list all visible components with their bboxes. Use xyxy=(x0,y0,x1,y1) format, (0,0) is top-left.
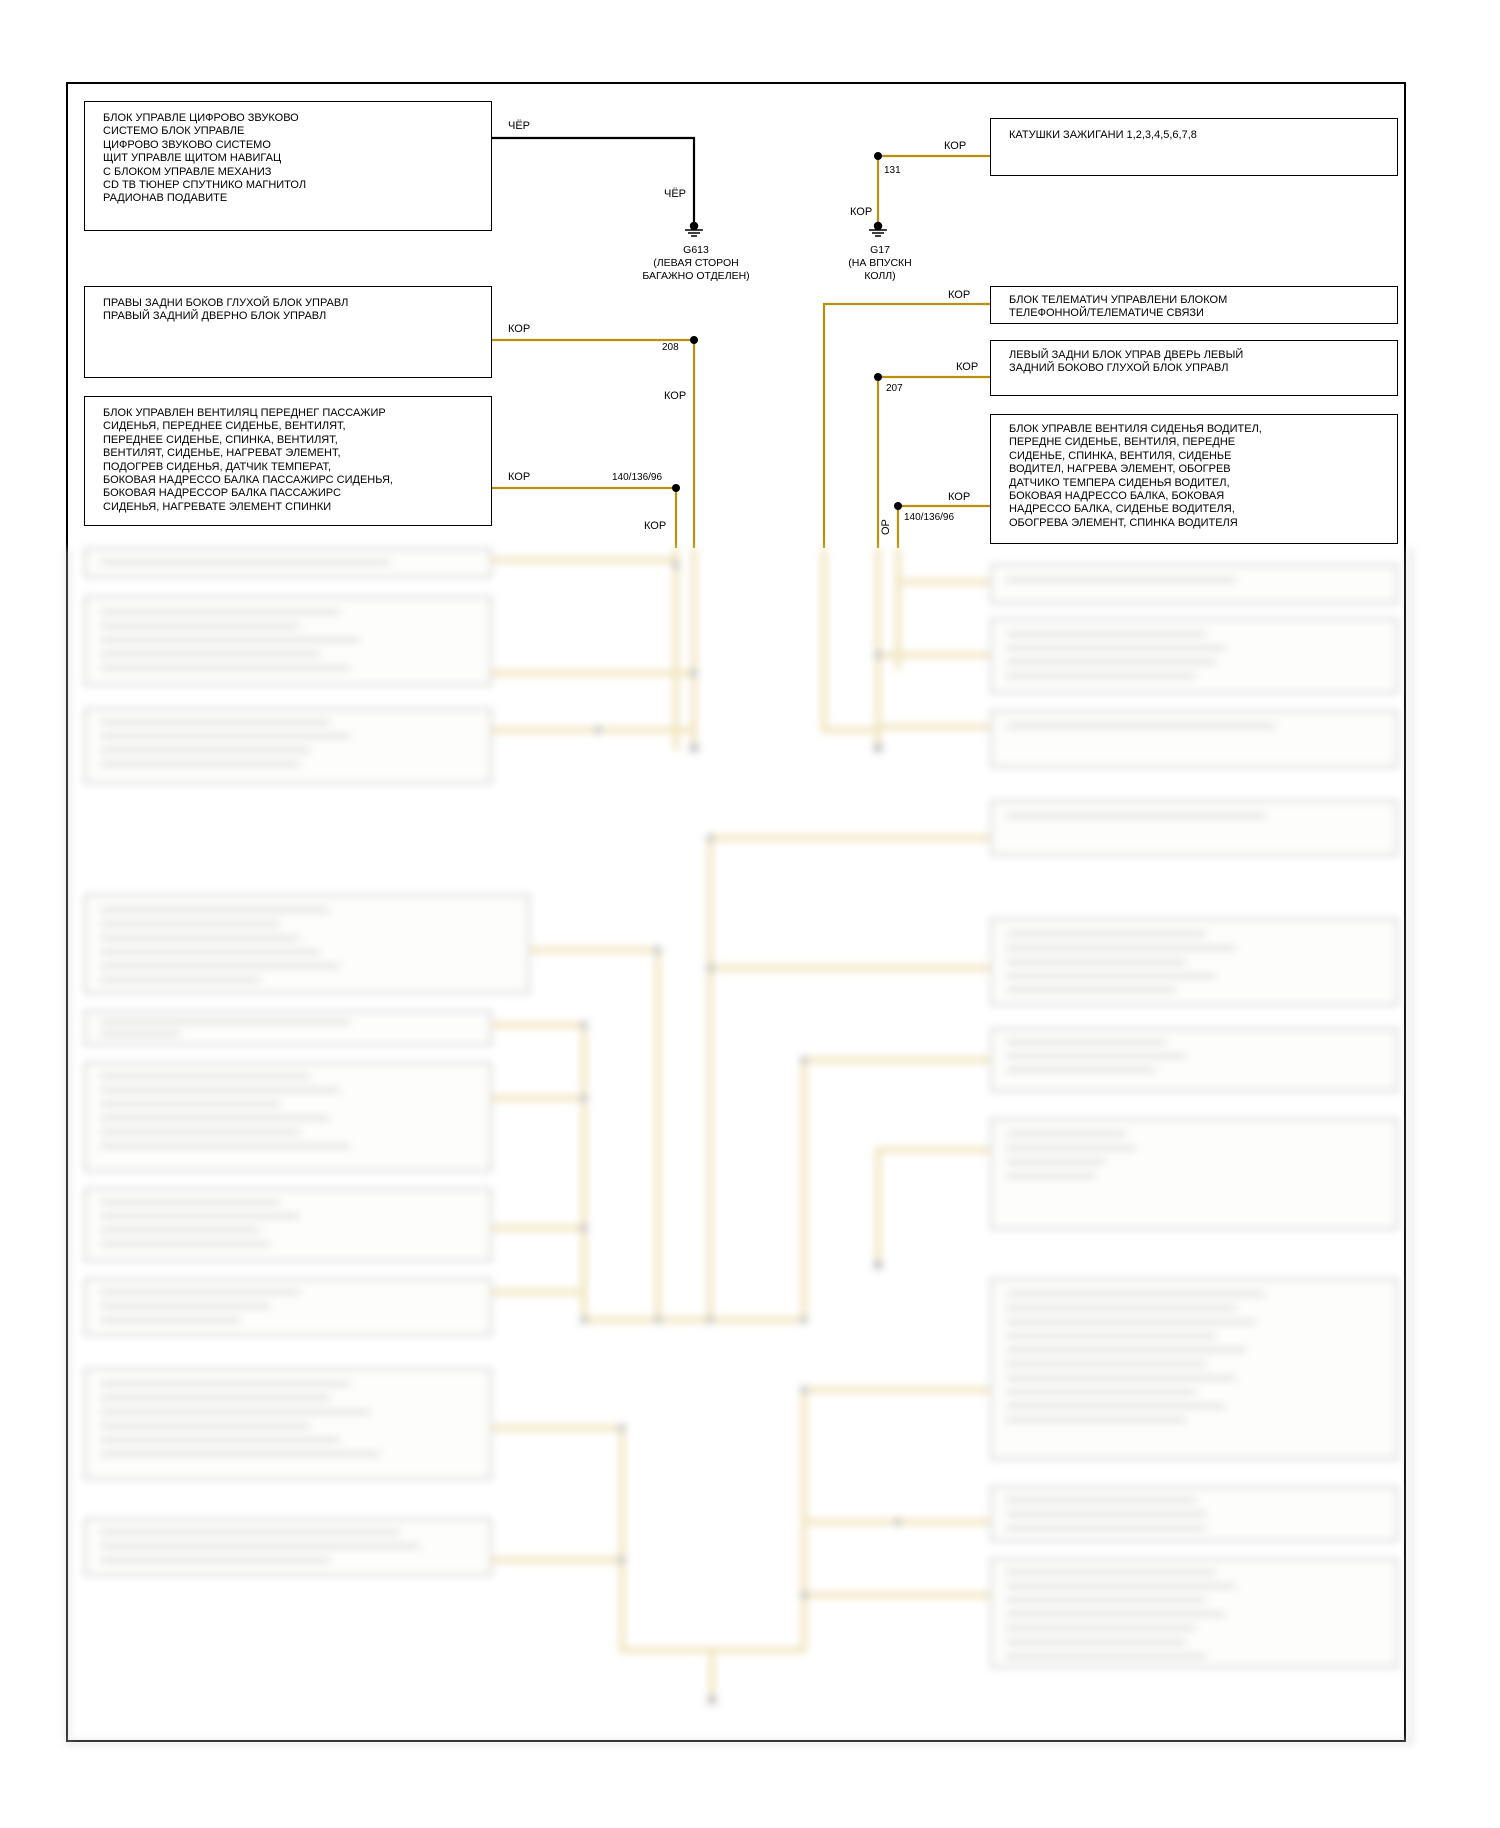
ground-g17-icon xyxy=(869,223,887,237)
ground-g613-label: G613 (ЛЕВАЯ СТОРОН БАГАЖНО ОТДЕЛЕН) xyxy=(642,244,750,282)
rear-left-door-unit-box: ЛЕВЫЙ ЗАДНИ БЛОК УПРАВ ДВЕРЬ ЛЕВЫЙ ЗАДНИЙ БОКОВО ГЛУХОЙ БЛОК УПРАВЛ xyxy=(990,340,1398,396)
wire-label-black-drop: ЧЁР xyxy=(664,188,687,200)
wire-label-brown-vertical-2: КОР xyxy=(644,520,667,532)
wire-label-brown-passenger: КОР xyxy=(508,471,531,483)
wire-label-brown-vertical-1: КОР xyxy=(664,390,687,402)
wire-label-or-rotated: ОР xyxy=(880,519,892,535)
wire-brown-rear-right xyxy=(492,340,694,548)
splice-dot-131 xyxy=(874,152,882,160)
splice-140-passenger: 140/136/96 xyxy=(612,472,663,483)
telematics-unit-box: БЛОК ТЕЛЕМАТИЧ УПРАВЛЕНИ БЛОКОМ ТЕЛЕФОННОЙ/ТЕЛЕМАТИЧЕ СВЯЗИ xyxy=(990,286,1398,324)
wire-label-brown-g17: КОР xyxy=(850,206,873,218)
wire-black-audio-to-g613 xyxy=(492,138,694,222)
passenger-seat-unit-box: БЛОК УПРАВЛЕН ВЕНТИЛЯЦ ПЕРЕДНЕГ ПАССАЖИР СИДЕНЬЯ, ПЕРЕДНЕЕ СИДЕНЬЕ, ВЕНТИЛЯТ, ПЕРЕДНЕЕ СИДЕНЬЕ, СПИНКА, ВЕНТИЛЯТ, ВЕНТИЛЯТ, СИДЕНЬЕ, НАГРЕВАТ ЭЛЕМЕНТ, ПОДОГРЕВ СИДЕНЬЯ, ДАТЧИК ТЕМПЕРАТ, БОКОВАЯ НАДРЕССО БАЛКА ПАССАЖИРС СИДЕНЬЯ, БОКОВАЯ НАДРЕССОР БАЛКА ПАССАЖИРС СИДЕНЬЯ, НАГРЕВАТЕ ЭЛЕМЕНТ СПИНКИ xyxy=(84,396,492,526)
splice-140-driver: 140/136/96 xyxy=(904,512,955,523)
ground-g613-icon xyxy=(685,223,703,237)
wire-label-black-top: ЧЁР xyxy=(508,120,531,132)
wire-label-brown-telematics: КОР xyxy=(948,289,971,301)
splice-208: 208 xyxy=(662,342,679,353)
blurred-lower-diagram xyxy=(62,548,1412,1748)
splice-dot-207 xyxy=(874,373,882,381)
driver-seat-unit-box: БЛОК УПРАВЛЕ ВЕНТИЛЯ СИДЕНЬЯ ВОДИТЕЛ, ПЕРЕДНЕ СИДЕНЬЕ, ВЕНТИЛЯ, ПЕРЕДНЕ СИДЕНЬЕ, СПИНКА, ВЕНТИЛЯ, СИДЕНЬЕ ВОДИТЕЛ, НАГРЕВА ЭЛЕМЕНТ, ОБОГРЕВ ДАТЧИКО ТЕМПЕРА СИДЕНЬЯ ВОДИТЕЛ, БОКОВАЯ НАДРЕССО БАЛКА, БОКОВАЯ НАДРЕССО БАЛКА, СИДЕНЬЕ ВОДИТЕЛЯ, ОБОГРЕВА ЭЛЕМЕНТ, СПИНКА ВОДИТЕЛЯ xyxy=(990,414,1398,544)
ignition-coils-box: КАТУШКИ ЗАЖИГАНИ 1,2,3,4,5,6,7,8 xyxy=(990,118,1398,176)
ground-g17-label: G17 (НА ВПУСКН КОЛЛ) xyxy=(848,244,912,282)
wire-brown-passenger xyxy=(492,488,676,548)
rear-right-door-unit-box: ПРАВЫ ЗАДНИ БОКОВ ГЛУХОЙ БЛОК УПРАВЛ ПРАВЫЙ ЗАДНИЙ ДВЕРНО БЛОК УПРАВЛ xyxy=(84,286,492,378)
splice-dot-140-passenger xyxy=(672,484,680,492)
wire-label-brown-rear-right: КОР xyxy=(508,323,531,335)
wire-label-brown-rear-left: КОР xyxy=(956,361,979,373)
audio-control-unit-box: БЛОК УПРАВЛЕ ЦИФРОВО ЗВУКОВО СИСТЕМО БЛОК УПРАВЛЕ ЦИФРОВО ЗВУКОВО СИСТЕМО ЩИТ УПРАВЛЕ ЩИТОМ НАВИГАЦ С БЛОКОМ УПРАВЛЕ МЕХАНИЗ CD ТВ ТЮНЕР СПУТНИКО МАГНИТОЛ РАДИОНАВ ПОДАВИТЕ xyxy=(84,101,492,231)
splice-131: 131 xyxy=(884,165,901,176)
splice-dot-208 xyxy=(690,336,698,344)
splice-dot-140-driver xyxy=(894,502,902,510)
splice-207: 207 xyxy=(886,383,903,394)
wire-label-brown-ignition: КОР xyxy=(944,140,967,152)
wire-label-brown-driver: КОР xyxy=(948,491,971,503)
